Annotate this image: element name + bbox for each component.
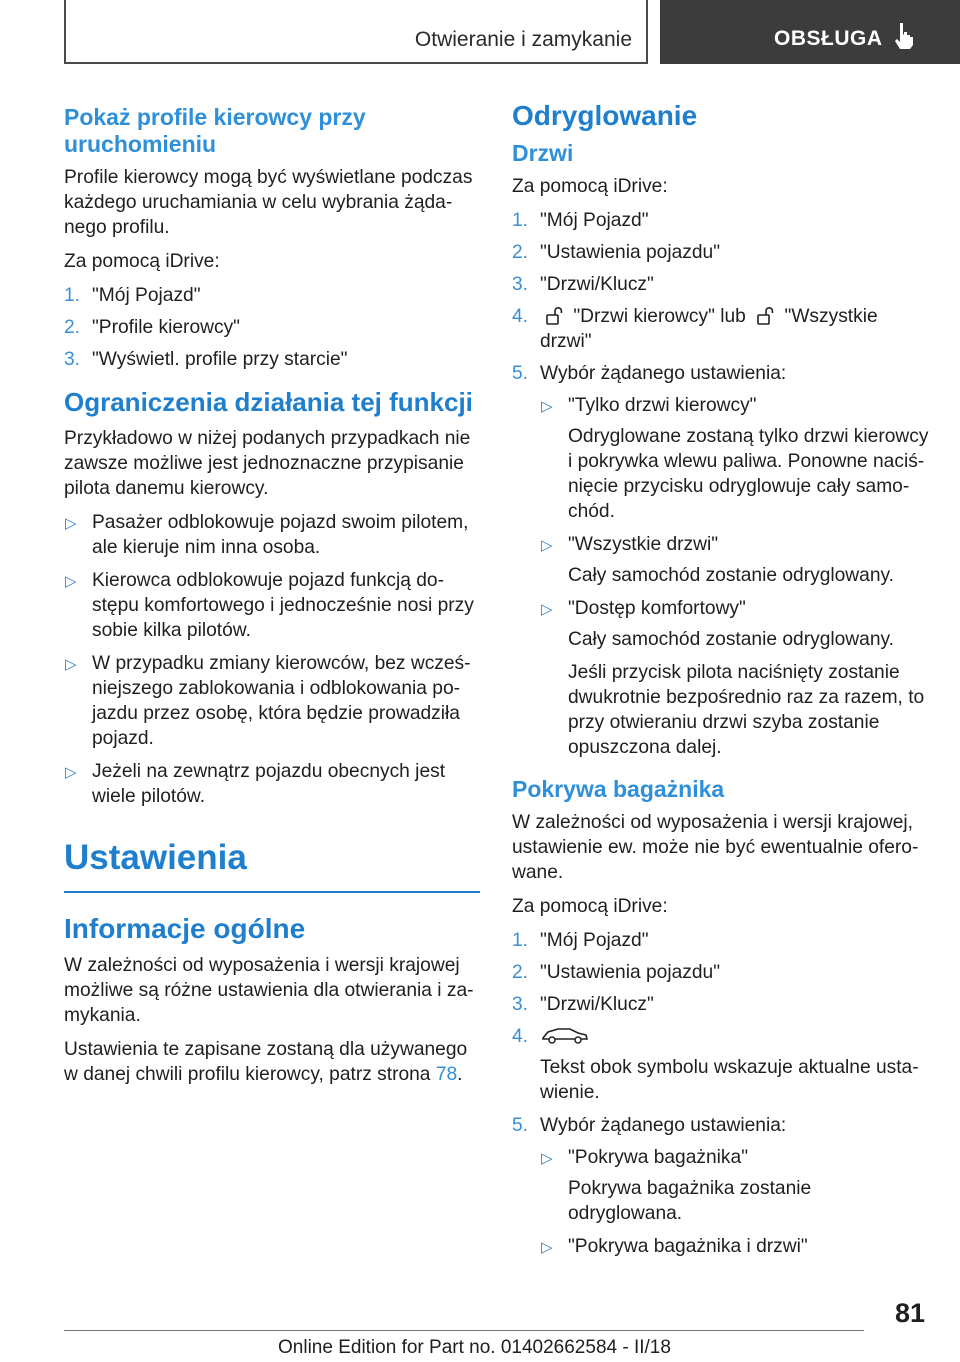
list-item xyxy=(512,1113,930,1138)
unlock-icon xyxy=(756,306,774,326)
unlock-icon xyxy=(545,306,563,326)
triangle-bullet-icon: ▷ xyxy=(541,1150,553,1167)
triangle-bullet-icon: ▷ xyxy=(65,515,77,532)
option-item xyxy=(540,393,930,418)
heading-unlocking: Odryglowanie xyxy=(512,100,698,131)
list-item xyxy=(64,315,480,340)
option-label: "Tylko drzwi kierowcy" xyxy=(568,395,757,416)
heading-limitations: Ograniczenia działania tej funkcji xyxy=(64,387,473,417)
hand-pointer-icon xyxy=(894,22,916,50)
list-text: "Wszystkie drzwi" xyxy=(540,306,878,352)
left-column xyxy=(64,100,480,1096)
triangle-bullet-icon: ▷ xyxy=(541,601,553,618)
list-text: "Mój Pojazd" xyxy=(92,285,201,306)
list-item xyxy=(64,283,480,308)
bullet-text: Pasażer odblokowuje pojazd swoim pilotem, ale kieruje nim inna osoba. xyxy=(92,512,469,558)
triangle-bullet-icon: ▷ xyxy=(65,764,77,781)
list-text: Wybór żądanego ustawienia: xyxy=(540,1115,787,1136)
list-number: 1. xyxy=(512,930,529,951)
paragraph: Za pomocą iDrive: xyxy=(512,176,668,197)
option-description: Jeśli przycisk pilota naciśnięty zostanie dwukrotnie bezpośrednio raz za razem, to przy otwieraniu drzwi szyba zostanie opuszczona dalej. xyxy=(568,662,925,758)
list-number: 4. xyxy=(512,306,529,327)
page-number: 81 xyxy=(895,1298,926,1328)
option-item xyxy=(540,1234,930,1259)
heading-trunk-lid: Pokrywa bagażnika xyxy=(512,776,725,802)
header-tag-label: OBSŁUGA xyxy=(774,27,883,50)
paragraph xyxy=(64,1037,480,1087)
paragraph-text: Ustawienia te zapisane zostaną dla używanego w danej chwili profilu kierowcy, patrz strona xyxy=(64,1039,468,1085)
list-item xyxy=(512,992,930,1017)
bullet-text: Jeżeli na zewnątrz pojazdu obecnych jest wiele pilotów. xyxy=(92,761,446,807)
list-text: "Wyświetl. profile przy starcie" xyxy=(92,349,348,370)
header-section-box xyxy=(64,0,648,64)
list-item xyxy=(512,928,930,953)
triangle-bullet-icon: ▷ xyxy=(541,398,553,415)
paragraph: Przykładowo w niżej podanych przypadkach nie zawsze możliwe jest jednoznaczne przypisanie pilota danemu kierowcy. xyxy=(64,428,471,499)
list-number: 5. xyxy=(512,363,529,384)
list-text: "Drzwi/Klucz" xyxy=(540,994,654,1015)
option-item xyxy=(540,596,930,621)
paragraph: Profile kierowcy mogą być wyświetlane podczas każdego uruchamiania w celu wybrania żąda-nego profilu. xyxy=(64,167,473,238)
bullet-item xyxy=(64,759,480,809)
list-item xyxy=(512,272,930,297)
list-number: 4. xyxy=(512,1026,529,1047)
paragraph: Za pomocą iDrive: xyxy=(64,251,220,272)
list-item xyxy=(512,304,930,354)
list-text: "Mój Pojazd" xyxy=(540,930,649,951)
page-link[interactable]: 78 xyxy=(435,1064,458,1085)
list-item xyxy=(512,960,930,985)
list-item-detail: Tekst obok symbolu wskazuje aktualne usta-wienie. xyxy=(540,1057,919,1103)
triangle-bullet-icon: ▷ xyxy=(65,573,77,590)
list-item xyxy=(64,347,480,372)
paragraph: W zależności od wyposażenia i wersji krajowej, ustawienie ew. może nie być ewentualnie ofero-wane. xyxy=(512,812,919,883)
option-description: Odryglowane zostaną tylko drzwi kierowcy i pokrywka wlewu paliwa. Ponowne naciś-nięcie przycisku odryglowuje cały samo-chód. xyxy=(568,426,929,522)
triangle-bullet-icon: ▷ xyxy=(65,656,77,673)
option-label: "Pokrywa bagażnika i drzwi" xyxy=(568,1236,808,1257)
option-label: "Pokrywa bagażnika" xyxy=(568,1147,749,1168)
list-item xyxy=(512,240,930,265)
option-label: "Wszystkie drzwi" xyxy=(568,534,719,555)
option-item xyxy=(540,532,930,557)
list-number: 1. xyxy=(64,285,81,306)
paragraph: W zależności od wyposażenia i wersji krajowej możliwe są różne ustawienia dla otwierania i za-mykania. xyxy=(64,955,474,1026)
header-tag-box xyxy=(660,0,960,64)
list-text: "Drzwi kierowcy" lub xyxy=(573,306,746,327)
heading-general-info: Informacje ogólne xyxy=(64,913,306,944)
heading-settings: Ustawienia xyxy=(64,837,480,893)
paragraph: Za pomocą iDrive: xyxy=(512,896,668,917)
bullet-text: Kierowca odblokowuje pojazd funkcją do-stępu komfortowego i jednocześnie nosi przy sobie kilka pilotów. xyxy=(92,570,474,641)
option-description: Cały samochód zostanie odryglowany. xyxy=(568,629,894,650)
list-number: 5. xyxy=(512,1115,529,1136)
list-text: "Mój Pojazd" xyxy=(540,210,649,231)
list-number: 1. xyxy=(512,210,529,231)
footer-edition: Online Edition for Part no. 01402662584 - II/18 xyxy=(278,1337,671,1358)
list-text: "Ustawienia pojazdu" xyxy=(540,962,721,983)
list-text: "Drzwi/Klucz" xyxy=(540,274,654,295)
list-item xyxy=(512,1024,930,1053)
triangle-bullet-icon: ▷ xyxy=(541,1239,553,1256)
triangle-bullet-icon: ▷ xyxy=(541,537,553,554)
option-item xyxy=(540,1145,930,1170)
option-description: Pokrywa bagażnika zostanie odryglowana. xyxy=(568,1178,812,1224)
option-label: "Dostęp komfortowy" xyxy=(568,598,746,619)
list-number: 2. xyxy=(512,242,529,263)
list-number: 3. xyxy=(512,274,529,295)
list-item xyxy=(512,361,930,386)
bullet-text: W przypadku zmiany kierowców, bez wcześ-niejszego zablokowania i odblokowania po-jazdu przez osobę, która będzie prowadziła pojazd. xyxy=(92,653,471,749)
list-number: 3. xyxy=(512,994,529,1015)
car-trunk-icon xyxy=(540,1024,590,1046)
list-number: 2. xyxy=(512,962,529,983)
list-item xyxy=(512,208,930,233)
header-section-title: Otwieranie i zamykanie xyxy=(414,28,632,51)
bullet-item xyxy=(64,510,480,560)
bullet-item xyxy=(64,651,480,751)
footer-divider xyxy=(64,1330,864,1331)
paragraph-end: . xyxy=(457,1064,463,1085)
list-text: "Profile kierowcy" xyxy=(92,317,240,338)
list-number: 2. xyxy=(64,317,81,338)
list-number: 3. xyxy=(64,349,81,370)
heading-show-profiles: Pokaż profile kierowcy przy uruchomieniu xyxy=(64,104,366,157)
right-column xyxy=(512,100,930,1265)
list-text: Wybór żądanego ustawienia: xyxy=(540,363,787,384)
heading-doors: Drzwi xyxy=(512,140,574,166)
bullet-item xyxy=(64,568,480,643)
list-text: "Ustawienia pojazdu" xyxy=(540,242,721,263)
option-description: Cały samochód zostanie odryglowany. xyxy=(568,565,894,586)
